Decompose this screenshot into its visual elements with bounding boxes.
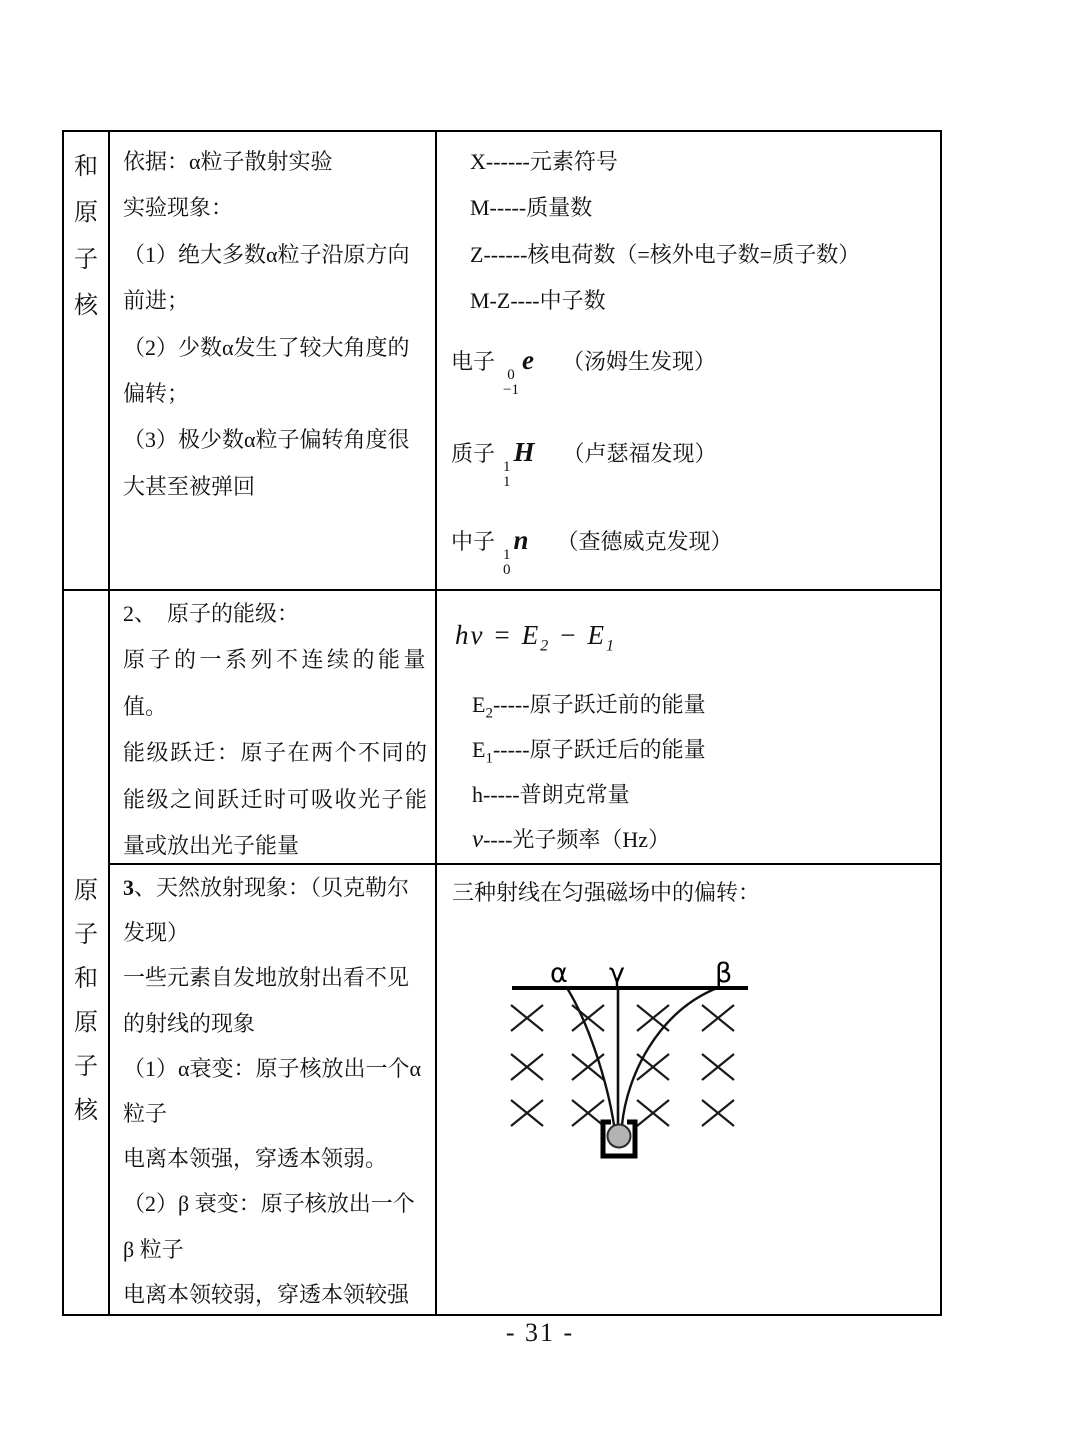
sidebar-char: 和 — [74, 154, 98, 180]
hv-equation: $h\nu = E_2 - E_1$ — [455, 620, 616, 655]
sidebar-char: 原 — [74, 878, 98, 904]
sidebar-cell-bottom — [64, 591, 110, 1314]
proton-line — [437, 417, 940, 490]
mass-charge-stack: 1 0 — [503, 546, 511, 578]
particle-label: 质子 — [451, 440, 496, 466]
definition-line: $E_2-----$原子跃迁前的能量 — [472, 692, 706, 722]
sidebar-char: 子 — [74, 1054, 98, 1080]
sidebar-char: 子 — [74, 922, 98, 948]
text-line: β 粒子 — [123, 1236, 184, 1262]
sidebar-char: 核 — [74, 1098, 98, 1124]
text-line: （2）少数α发生了较大角度的 — [123, 334, 410, 360]
text-line: 大甚至被弹回 — [123, 473, 256, 499]
text-line: 量或放出光子能量 — [123, 832, 300, 858]
text-line: （3）极少数α粒子偏转角度很 — [123, 427, 410, 453]
mass-charge-stack: 1 1 — [503, 458, 511, 490]
text-line: 3、天然放射现象：（贝克勒尔 — [123, 875, 410, 900]
definition-line: h-----普朗克常量 — [472, 782, 630, 807]
page-number: - 31 - — [505, 1318, 575, 1347]
text-line: 依据：α粒子散射实验 — [123, 149, 333, 174]
text-line: 值。 — [123, 693, 168, 719]
beta-label: β — [715, 960, 733, 989]
energy-levels-cell — [110, 591, 437, 865]
radioactive-source — [608, 1125, 631, 1148]
item-number: 3 — [123, 875, 134, 900]
sidebar-char: 和 — [74, 966, 98, 992]
text-line: （1）α衰变：原子核放出一个α — [123, 1055, 422, 1081]
text-line: X------元素符号 — [470, 149, 618, 174]
text-line: 实验现象： — [123, 195, 234, 221]
particle-symbol: H — [513, 436, 535, 467]
text-line: 发现） — [123, 920, 190, 946]
text-line: 偏转； — [123, 380, 190, 406]
text-line: 能级跃迁：原子在两个不同的 — [123, 740, 429, 766]
electron-line — [437, 325, 940, 398]
text-line: 前进； — [123, 288, 190, 314]
particle-label: 电子 — [451, 348, 496, 374]
notes-table — [62, 130, 942, 1316]
definition-line: $E_1-----$原子跃迁后的能量 — [472, 737, 706, 767]
sidebar-char: 原 — [74, 200, 98, 227]
diagram-caption: 三种射线在匀强磁场中的偏转： — [452, 880, 761, 905]
text-line: 粒子 — [123, 1100, 168, 1126]
text-line: 原子的一系列不连续的能量 — [123, 647, 430, 673]
discoverer-note: （汤姆生发现） — [561, 348, 716, 374]
text-line: 电离本领较弱，穿透本领较强 — [123, 1281, 410, 1307]
alpha-label: α — [550, 960, 568, 989]
symbol-definitions — [437, 682, 940, 862]
nuclide-notation-cell — [437, 132, 940, 591]
text-line: （2）β 衰变：原子核放出一个 — [123, 1191, 415, 1217]
sidebar-char: 核 — [74, 293, 98, 320]
text-line: 电离本领强，穿透本领弱。 — [123, 1146, 388, 1172]
beta-ray-path — [622, 988, 717, 1125]
sidebar-cell-top — [64, 132, 110, 591]
neutron-line — [437, 505, 940, 578]
particle-label: 中子 — [451, 528, 496, 554]
text-line: M-Z----中子数 — [470, 288, 606, 314]
photon-formula-cell — [437, 591, 940, 865]
sidebar-char: 原 — [74, 1010, 98, 1036]
text-line: 一些元素自发地放射出看不见 — [123, 965, 410, 991]
gamma-label: γ — [609, 960, 625, 989]
sidebar-char: 子 — [74, 246, 98, 273]
magnetic-field-crosses — [511, 1005, 734, 1126]
text-line: Z------核电荷数（=核外电子数=质子数） — [470, 241, 861, 267]
radioactivity-cell — [110, 865, 437, 1314]
mass-charge-stack: 0 −1 — [503, 366, 519, 398]
alpha-scattering-cell — [110, 132, 437, 591]
particle-symbol: e — [521, 344, 534, 375]
text-line: 能级之间跃迁时可吸收光子能 — [123, 786, 429, 812]
text-line: M-----质量数 — [470, 195, 593, 221]
discoverer-note: （卢瑟福发现） — [562, 440, 717, 466]
text-line: （1）绝大多数α粒子沿原方向 — [123, 241, 410, 267]
text-line: 的射线的现象 — [123, 1010, 256, 1036]
text-line: 2、 原子的能级： — [123, 601, 300, 626]
discoverer-note: （查德威克发现） — [556, 528, 733, 554]
ray-deflection-diagram — [510, 960, 752, 1166]
definition-line: ν----光子频率（Hz） — [472, 826, 671, 853]
particle-symbol: n — [513, 524, 529, 555]
